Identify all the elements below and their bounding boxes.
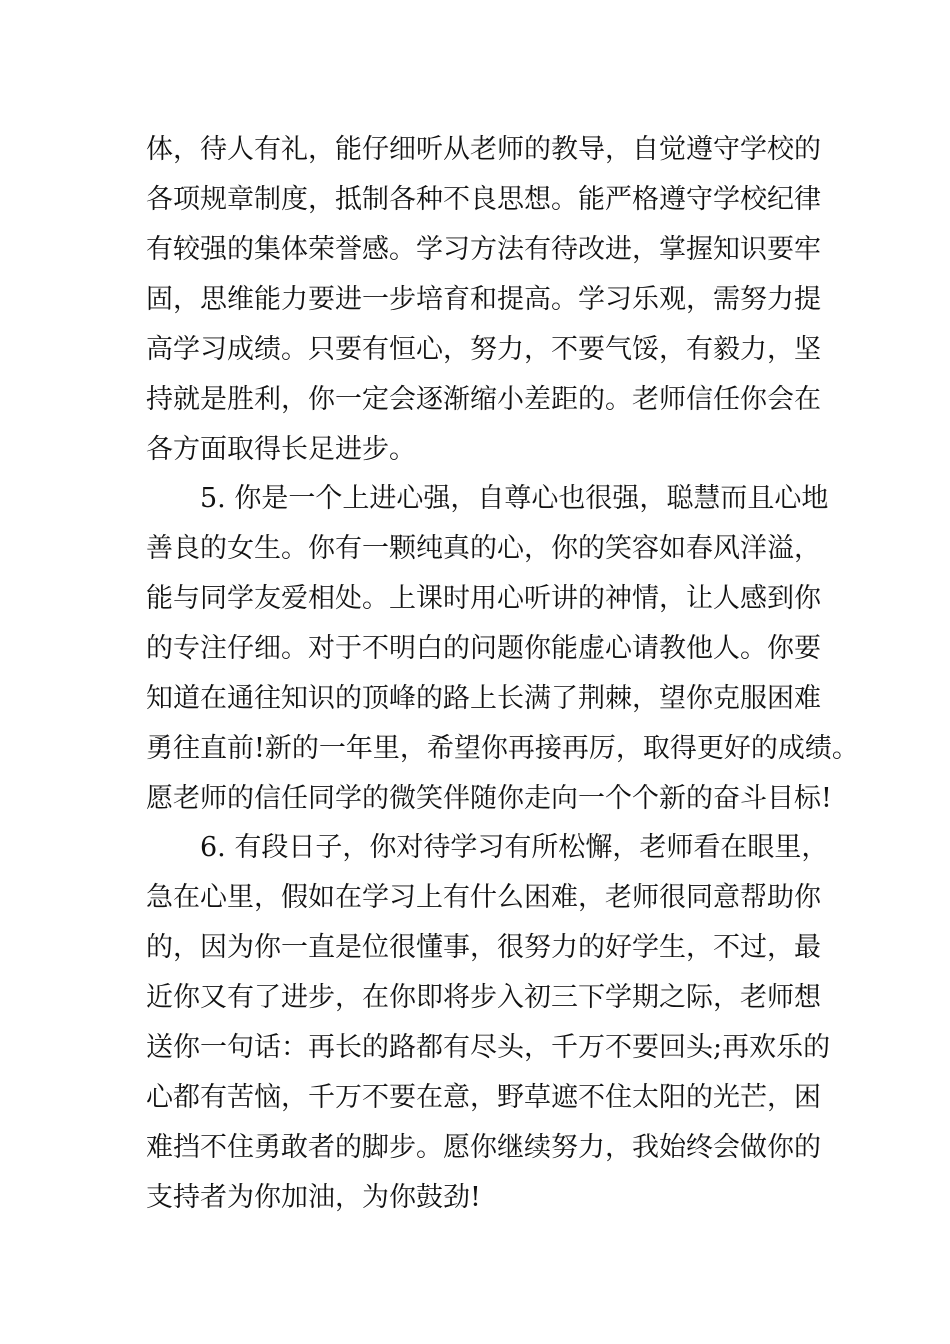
text-line: 高学习成绩。只要有恒心，努力，不要气馁，有毅力，坚 — [146, 334, 821, 365]
text-line: 愿老师的信任同学的微笑伴随你走向一个个新的奋斗目标! — [146, 783, 832, 814]
text-line: 体，待人有礼，能仔细听从老师的教导，自觉遵守学校的 — [146, 134, 821, 165]
paragraph-6-first-line: 6. 有段日子，你对待学习有所松懈，老师看在眼里， — [200, 832, 829, 863]
text-line: 难挡不住勇敢者的脚步。愿你继续努力，我始终会做你的 — [146, 1132, 821, 1163]
text-line: 心都有苦恼，千万不要在意，野草遮不住太阳的光芒，困 — [146, 1082, 821, 1113]
text-line: 的专注仔细。对于不明白的问题你能虚心请教他人。你要 — [146, 633, 821, 664]
paragraph-5-first-line: 5. 你是一个上进心强，自尊心也很强，聪慧而且心地 — [200, 483, 829, 514]
text-line: 送你一句话：再长的路都有尽头，千万不要回头;再欢乐的 — [146, 1032, 831, 1063]
text-line: 有较强的集体荣誉感。学习方法有待改进，掌握知识要牢 — [146, 234, 821, 265]
text-line: 急在心里，假如在学习上有什么困难，老师很同意帮助你 — [146, 882, 821, 913]
text-line: 能与同学友爱相处。上课时用心听讲的神情，让人感到你 — [146, 583, 821, 614]
text-line: 善良的女生。你有一颗纯真的心，你的笑容如春风洋溢， — [146, 533, 821, 564]
text-line: 知道在通往知识的顶峰的路上长满了荆棘，望你克服困难 — [146, 683, 821, 714]
text-line: 各方面取得长足进步。 — [146, 434, 416, 465]
text-line: 勇往直前!新的一年里，希望你再接再厉，取得更好的成绩。 — [146, 733, 859, 764]
text-line: 支持者为你加油，为你鼓劲! — [146, 1182, 481, 1213]
text-line: 的，因为你一直是位很懂事，很努力的好学生，不过，最 — [146, 932, 821, 963]
text-line: 持就是胜利，你一定会逐渐缩小差距的。老师信任你会在 — [146, 384, 821, 415]
text-line: 各项规章制度，抵制各种不良思想。能严格遵守学校纪律 — [146, 184, 821, 215]
text-line: 固，思维能力要进一步培育和提高。学习乐观，需努力提 — [146, 284, 821, 315]
text-line: 近你又有了进步，在你即将步入初三下学期之际，老师想 — [146, 982, 821, 1013]
